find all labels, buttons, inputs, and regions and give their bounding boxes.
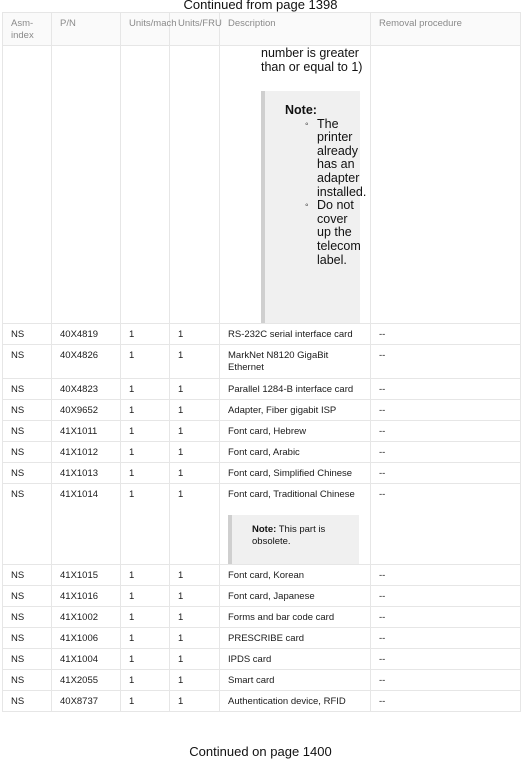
cell-units-fru: 1 [170, 670, 220, 691]
cell-description-text: Font card, Traditional Chinese [228, 489, 355, 500]
cell-empty [3, 46, 52, 324]
table-row [3, 484, 521, 565]
table-row [3, 345, 521, 379]
cell-units-mach: 1 [121, 565, 170, 586]
continued-text-line: number is greater [261, 46, 359, 60]
cell-units-fru: 1 [170, 421, 220, 442]
cell-removal: -- [371, 607, 521, 628]
cell-asm-index: NS [3, 691, 52, 712]
cell-removal: -- [371, 628, 521, 649]
cell-pn: 40X9652 [52, 400, 121, 421]
cell-description: MarkNet N8120 GigaBit Ethernet [220, 345, 371, 379]
cell-description: Font card, Arabic [220, 442, 371, 463]
continued-row [3, 46, 521, 324]
cell-pn: 41X1002 [52, 607, 121, 628]
cell-asm-index: NS [3, 421, 52, 442]
note-list [285, 116, 367, 268]
cell-units-mach: 1 [121, 345, 170, 379]
cell-removal: -- [371, 324, 521, 345]
cell-units-mach: 1 [121, 421, 170, 442]
cell-units-fru: 1 [170, 324, 220, 345]
cell-units-mach: 1 [121, 691, 170, 712]
cell-pn: 41X1013 [52, 463, 121, 484]
header-units-mach: Units/mach [121, 13, 170, 46]
cell-description: IPDS card [220, 649, 371, 670]
cell-units-fru: 1 [170, 649, 220, 670]
cell-units-mach: 1 [121, 586, 170, 607]
cell-asm-index: NS [3, 670, 52, 691]
table-row [3, 691, 521, 712]
header-description: Description [220, 13, 371, 46]
table-row [3, 379, 521, 400]
table-row [3, 628, 521, 649]
cell-asm-index: NS [3, 607, 52, 628]
cell-units-mach: 1 [121, 400, 170, 421]
cell-asm-index: NS [3, 400, 52, 421]
table-header-row [3, 13, 521, 46]
cell-units-fru: 1 [170, 565, 220, 586]
cell-pn: 41X1006 [52, 628, 121, 649]
header-pn: P/N [52, 13, 121, 46]
cell-asm-index: NS [3, 324, 52, 345]
cell-units-mach: 1 [121, 628, 170, 649]
cell-pn: 40X4819 [52, 324, 121, 345]
continued-description-cell [220, 46, 371, 324]
cell-asm-index: NS [3, 628, 52, 649]
cell-removal: -- [371, 345, 521, 379]
cell-units-fru: 1 [170, 484, 220, 565]
cell-units-fru: 1 [170, 442, 220, 463]
cell-units-fru: 1 [170, 691, 220, 712]
cell-asm-index: NS [3, 565, 52, 586]
cell-units-mach: 1 [121, 670, 170, 691]
cell-pn: 41X2055 [52, 670, 121, 691]
cell-description [220, 484, 371, 565]
cell-units-mach: 1 [121, 607, 170, 628]
cell-units-fru: 1 [170, 607, 220, 628]
cell-removal: -- [371, 565, 521, 586]
continued-text [261, 46, 395, 74]
cell-pn: 41X1011 [52, 421, 121, 442]
cell-removal: -- [371, 586, 521, 607]
cell-pn: 40X4826 [52, 345, 121, 379]
header-asm-index: Asm-index [3, 13, 52, 46]
table-row [3, 565, 521, 586]
cell-removal: -- [371, 691, 521, 712]
cell-units-fru: 1 [170, 463, 220, 484]
cell-asm-index: NS [3, 379, 52, 400]
cell-units-fru: 1 [170, 379, 220, 400]
cell-pn: 40X8737 [52, 691, 121, 712]
obsolete-note-box [228, 515, 359, 564]
cell-pn: 41X1012 [52, 442, 121, 463]
cell-description: Smart card [220, 670, 371, 691]
table-row [3, 670, 521, 691]
cell-asm-index: NS [3, 463, 52, 484]
note-label: Note: [252, 524, 277, 535]
note-item: ◦ Do not cover up the telecom label. [305, 199, 360, 267]
table-row [3, 586, 521, 607]
cell-removal: -- [371, 484, 521, 565]
cell-description: Parallel 1284-B interface card [220, 379, 371, 400]
table-row [3, 400, 521, 421]
cell-asm-index: NS [3, 586, 52, 607]
cell-description: Font card, Korean [220, 565, 371, 586]
cell-pn: 41X1016 [52, 586, 121, 607]
cell-removal: -- [371, 463, 521, 484]
cell-empty [121, 46, 170, 324]
note-text: This part is obsolete. [252, 524, 326, 547]
cell-asm-index: NS [3, 649, 52, 670]
cell-description: Font card, Japanese [220, 586, 371, 607]
cell-units-mach: 1 [121, 463, 170, 484]
table-row [3, 607, 521, 628]
cell-pn: 41X1004 [52, 649, 121, 670]
header-units-fru: Units/FRU [170, 13, 220, 46]
cell-description: Font card, Hebrew [220, 421, 371, 442]
cell-removal: -- [371, 442, 521, 463]
cell-description: Authentication device, RFID [220, 691, 371, 712]
table-row [3, 324, 521, 345]
header-removal-procedure: Removal procedure [371, 13, 521, 46]
cell-units-fru: 1 [170, 345, 220, 379]
cell-empty [371, 46, 521, 324]
cell-asm-index: NS [3, 345, 52, 379]
table-row [3, 463, 521, 484]
note-item: ◦ The printer already has an adapter installed. [305, 118, 360, 200]
cell-pn: 41X1015 [52, 565, 121, 586]
note-box [261, 91, 367, 323]
cell-description: Adapter, Fiber gigabit ISP [220, 400, 371, 421]
cell-units-fru: 1 [170, 400, 220, 421]
cell-units-fru: 1 [170, 628, 220, 649]
cell-units-mach: 1 [121, 379, 170, 400]
cell-description: RS-232C serial interface card [220, 324, 371, 345]
cell-pn: 41X1014 [52, 484, 121, 565]
cell-units-mach: 1 [121, 484, 170, 565]
cell-asm-index: NS [3, 442, 52, 463]
table-row [3, 649, 521, 670]
cell-removal: -- [371, 400, 521, 421]
cell-description: Font card, Simplified Chinese [220, 463, 371, 484]
cell-removal: -- [371, 421, 521, 442]
note-label: Note: [285, 103, 317, 117]
cell-units-fru: 1 [170, 586, 220, 607]
cell-units-mach: 1 [121, 324, 170, 345]
table-row [3, 442, 521, 463]
cell-units-mach: 1 [121, 442, 170, 463]
cell-description: Forms and bar code card [220, 607, 371, 628]
cell-description: PRESCRIBE card [220, 628, 371, 649]
cell-units-mach: 1 [121, 649, 170, 670]
cell-empty [52, 46, 121, 324]
parts-table [2, 12, 521, 712]
continued-on-label: Continued on page 1400 [189, 744, 332, 759]
continued-from-label: Continued from page 1398 [183, 0, 338, 12]
continued-text-line: than or equal to 1) [261, 60, 363, 74]
cell-asm-index: NS [3, 484, 52, 565]
table-row [3, 421, 521, 442]
cell-removal: -- [371, 649, 521, 670]
cell-empty [170, 46, 220, 324]
cell-removal: -- [371, 379, 521, 400]
cell-pn: 40X4823 [52, 379, 121, 400]
cell-removal: -- [371, 670, 521, 691]
